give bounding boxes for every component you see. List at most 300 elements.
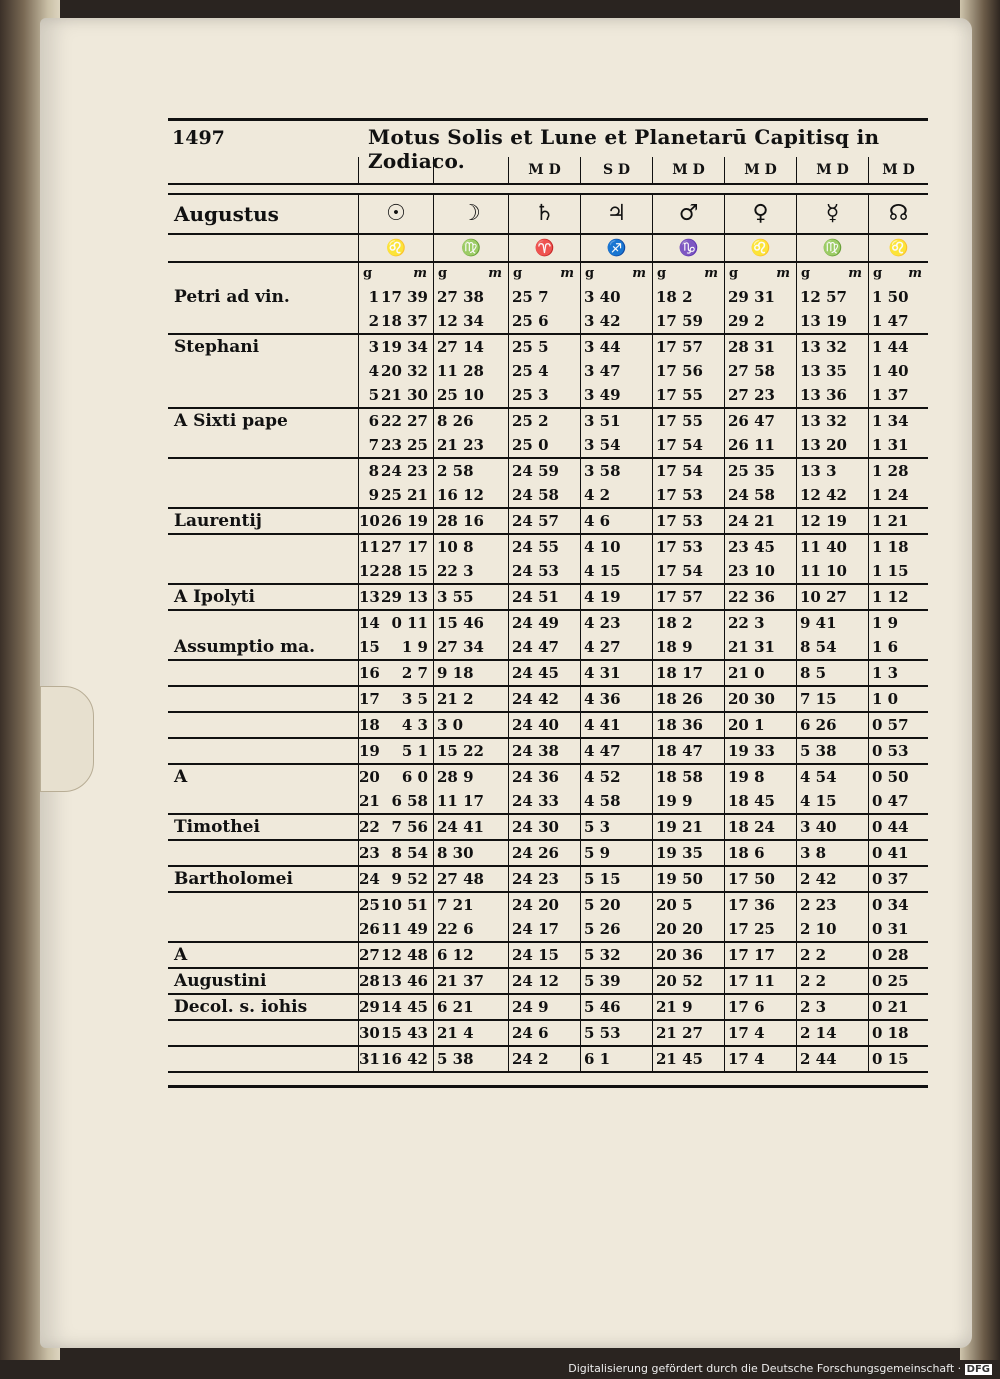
page-tab-marker — [40, 686, 94, 792]
minute-unit: m — [488, 266, 502, 281]
position-value: 7 15 — [800, 690, 837, 708]
position-value: 12 34 — [437, 312, 484, 330]
position-value: 29 31 — [728, 288, 775, 306]
position-cell — [652, 459, 724, 483]
position-cell — [580, 535, 652, 559]
day-number: 19 — [359, 742, 380, 760]
position-value: 13 46 — [381, 972, 428, 990]
position-value: 13 3 — [800, 462, 837, 480]
position-cell — [868, 789, 928, 813]
position-value: 2 2 — [800, 946, 827, 964]
position-value: 5 9 — [584, 844, 611, 862]
position-value: 23 45 — [728, 538, 775, 556]
position-cell — [796, 459, 868, 483]
position-value: 23 10 — [728, 562, 775, 580]
position-cell — [580, 433, 652, 457]
feast-name: A Sixti pape — [174, 411, 288, 431]
position-value: 28 9 — [437, 768, 474, 786]
position-cell — [580, 815, 652, 839]
position-value: 20 5 — [656, 896, 693, 914]
day-number: 21 — [359, 792, 380, 810]
position-cell — [724, 585, 796, 609]
position-cell — [868, 509, 928, 533]
position-value: 24 53 — [512, 562, 559, 580]
position-cell — [796, 635, 868, 659]
zodiac-sign-icon: ♈ — [508, 235, 580, 261]
position-value: 3 55 — [437, 588, 474, 606]
position-cell — [508, 867, 580, 891]
position-value: 0 28 — [872, 946, 909, 964]
position-cell — [652, 433, 724, 457]
position-cell — [580, 559, 652, 583]
footer-rule — [168, 1085, 928, 1088]
position-value: 1 9 — [872, 614, 899, 632]
position-cell — [508, 815, 580, 839]
position-value: 12 48 — [381, 946, 428, 964]
position-value: 17 11 — [728, 972, 775, 990]
table-row — [168, 765, 928, 789]
feast-name — [168, 433, 358, 457]
position-cell — [724, 635, 796, 659]
position-cell — [796, 893, 868, 917]
day-number: 24 — [359, 870, 380, 888]
position-value: 17 4 — [728, 1050, 765, 1068]
feast-name: Bartholomei — [174, 869, 293, 889]
position-cell — [358, 335, 433, 359]
position-cell — [433, 635, 508, 659]
position-value: 4 52 — [584, 768, 621, 786]
position-value: 17 54 — [656, 436, 703, 454]
day-number: 14 — [359, 614, 380, 632]
feast-name — [168, 1047, 358, 1071]
position-value: 24 23 — [381, 462, 428, 480]
position-value: 23 25 — [381, 436, 428, 454]
position-cell — [724, 1021, 796, 1045]
column-abbrev: M D — [652, 157, 724, 183]
position-value: 4 31 — [584, 664, 621, 682]
position-value: 22 3 — [728, 614, 765, 632]
position-value: 24 12 — [512, 972, 559, 990]
degree-unit: g — [585, 266, 595, 281]
day-number: 28 — [359, 972, 380, 990]
position-value: 20 36 — [656, 946, 703, 964]
position-value: 8 30 — [437, 844, 474, 862]
position-cell — [652, 765, 724, 789]
position-value: 4 15 — [800, 792, 837, 810]
position-cell — [433, 841, 508, 865]
position-cell — [724, 841, 796, 865]
position-cell — [868, 917, 928, 941]
position-cell — [724, 335, 796, 359]
position-value: 21 37 — [437, 972, 484, 990]
position-value: 25 21 — [381, 486, 428, 504]
position-value: 21 27 — [656, 1024, 703, 1042]
position-value: 4 27 — [584, 638, 621, 656]
position-cell — [796, 841, 868, 865]
position-cell — [796, 611, 868, 635]
position-value: 7 21 — [437, 896, 474, 914]
position-value: 0 44 — [872, 818, 909, 836]
unit-header — [796, 263, 868, 285]
day-number: 29 — [359, 998, 380, 1016]
position-cell — [433, 335, 508, 359]
position-cell — [652, 841, 724, 865]
position-cell — [580, 687, 652, 711]
table-row — [168, 335, 928, 359]
feast-name — [168, 459, 358, 483]
position-value: 0 18 — [872, 1024, 909, 1042]
column-abbrev: M D — [724, 157, 796, 183]
feast-name: Petri ad vin. — [174, 287, 290, 307]
unit-header — [724, 263, 796, 285]
position-cell — [358, 917, 433, 941]
position-cell — [358, 739, 433, 763]
position-value: 24 55 — [512, 538, 559, 556]
minute-unit: m — [776, 266, 790, 281]
position-value: 1 0 — [872, 690, 899, 708]
feast-name — [168, 611, 358, 635]
position-cell — [652, 995, 724, 1019]
position-cell — [580, 765, 652, 789]
position-cell — [652, 559, 724, 583]
position-cell — [508, 285, 580, 309]
position-value: 28 15 — [381, 562, 428, 580]
position-cell — [724, 509, 796, 533]
day-number: 9 — [368, 486, 379, 504]
position-cell — [652, 359, 724, 383]
position-value: 0 37 — [872, 870, 909, 888]
position-value: 11 40 — [800, 538, 847, 556]
position-value: 17 53 — [656, 512, 703, 530]
feast-name — [168, 841, 358, 865]
position-value: 21 30 — [381, 386, 428, 404]
position-value: 24 57 — [512, 512, 559, 530]
position-cell — [358, 943, 433, 967]
position-cell — [358, 509, 433, 533]
position-cell — [868, 535, 928, 559]
position-value: 1 34 — [872, 412, 909, 430]
position-cell — [508, 483, 580, 507]
position-value: 1 44 — [872, 338, 909, 356]
position-value: 17 25 — [728, 920, 775, 938]
position-cell — [652, 585, 724, 609]
position-cell — [580, 739, 652, 763]
position-cell — [358, 285, 433, 309]
position-value: 8 26 — [437, 412, 474, 430]
degree-unit: g — [657, 266, 667, 281]
position-cell — [433, 1021, 508, 1045]
position-value: 24 20 — [512, 896, 559, 914]
position-value: 24 40 — [512, 716, 559, 734]
position-value: 19 50 — [656, 870, 703, 888]
feast-name — [168, 1021, 358, 1045]
position-cell — [433, 893, 508, 917]
position-cell — [652, 687, 724, 711]
position-value: 5 1 — [401, 742, 428, 760]
position-cell — [796, 917, 868, 941]
position-value: 1 40 — [872, 362, 909, 380]
position-cell — [508, 969, 580, 993]
position-value: 18 24 — [728, 818, 775, 836]
position-cell — [796, 739, 868, 763]
table-row — [168, 893, 928, 917]
position-value: 9 41 — [800, 614, 837, 632]
position-value: 0 31 — [872, 920, 909, 938]
position-value: 28 31 — [728, 338, 775, 356]
position-value: 25 35 — [728, 462, 775, 480]
table-row — [168, 535, 928, 559]
unit-header — [652, 263, 724, 285]
position-value: 25 3 — [512, 386, 549, 404]
feast-name — [168, 535, 358, 559]
position-value: 24 49 — [512, 614, 559, 632]
position-cell — [868, 635, 928, 659]
position-cell — [796, 509, 868, 533]
position-cell — [508, 1047, 580, 1071]
position-value: 21 45 — [656, 1050, 703, 1068]
zodiac-sign-icon: ♌ — [868, 235, 928, 261]
position-value: 5 53 — [584, 1024, 621, 1042]
position-value: 4 6 — [584, 512, 611, 530]
feast-name — [168, 359, 358, 383]
position-cell — [508, 841, 580, 865]
position-cell — [868, 995, 928, 1019]
position-value: 4 36 — [584, 690, 621, 708]
position-cell — [508, 635, 580, 659]
position-value: 3 5 — [401, 690, 428, 708]
position-cell — [358, 433, 433, 457]
position-value: 5 38 — [437, 1050, 474, 1068]
position-cell — [868, 585, 928, 609]
position-value: 25 10 — [437, 386, 484, 404]
position-cell — [724, 969, 796, 993]
position-cell — [724, 687, 796, 711]
position-value: 24 6 — [512, 1024, 549, 1042]
position-cell — [580, 893, 652, 917]
position-cell — [796, 359, 868, 383]
position-cell — [796, 433, 868, 457]
position-value: 24 33 — [512, 792, 559, 810]
minute-unit: m — [413, 266, 427, 281]
position-value: 3 8 — [800, 844, 827, 862]
position-value: 2 2 — [800, 972, 827, 990]
position-cell — [580, 383, 652, 407]
position-cell — [358, 969, 433, 993]
position-value: 6 0 — [401, 768, 428, 786]
position-cell — [580, 841, 652, 865]
position-value: 25 0 — [512, 436, 549, 454]
position-value: 17 36 — [728, 896, 775, 914]
zodiac-sign-icon: ♍ — [796, 235, 868, 261]
position-value: 3 44 — [584, 338, 621, 356]
position-value: 24 9 — [512, 998, 549, 1016]
minute-unit: m — [908, 266, 922, 281]
planet-symbol-icon: ♃ — [580, 195, 652, 233]
position-value: 24 2 — [512, 1050, 549, 1068]
feast-name — [168, 739, 358, 763]
position-value: 11 10 — [800, 562, 847, 580]
table-row — [168, 815, 928, 841]
position-cell — [796, 815, 868, 839]
table-row — [168, 917, 928, 943]
position-cell — [652, 509, 724, 533]
position-value: 4 58 — [584, 792, 621, 810]
position-cell — [724, 285, 796, 309]
day-number: 25 — [359, 896, 380, 914]
position-value: 11 49 — [381, 920, 428, 938]
position-cell — [358, 867, 433, 891]
position-value: 17 59 — [656, 312, 703, 330]
position-cell — [796, 535, 868, 559]
position-cell — [796, 335, 868, 359]
table-row — [168, 359, 928, 383]
position-value: 1 47 — [872, 312, 909, 330]
position-value: 13 20 — [800, 436, 847, 454]
position-cell — [433, 483, 508, 507]
position-cell — [508, 893, 580, 917]
position-cell — [358, 893, 433, 917]
position-cell — [580, 309, 652, 333]
position-value: 19 9 — [656, 792, 693, 810]
position-cell — [508, 509, 580, 533]
position-cell — [868, 969, 928, 993]
position-value: 25 5 — [512, 338, 549, 356]
position-cell — [868, 1021, 928, 1045]
position-cell — [508, 739, 580, 763]
position-value: 19 34 — [381, 338, 428, 356]
day-number: 23 — [359, 844, 380, 862]
position-value: 0 41 — [872, 844, 909, 862]
position-value: 3 51 — [584, 412, 621, 430]
table-row — [168, 483, 928, 509]
position-value: 24 21 — [728, 512, 775, 530]
feast-name — [168, 917, 358, 941]
degree-unit: g — [801, 266, 811, 281]
position-value: 0 25 — [872, 972, 909, 990]
position-value: 17 55 — [656, 386, 703, 404]
day-number: 27 — [359, 946, 380, 964]
position-value: 0 47 — [872, 792, 909, 810]
position-cell — [580, 409, 652, 433]
position-value: 21 0 — [728, 664, 765, 682]
position-cell — [724, 1047, 796, 1071]
column-abbrev: M D — [868, 157, 928, 183]
position-cell — [724, 433, 796, 457]
month-label: Augustus — [174, 202, 279, 226]
position-cell — [724, 867, 796, 891]
position-cell — [433, 943, 508, 967]
position-value: 18 9 — [656, 638, 693, 656]
position-cell — [508, 359, 580, 383]
position-cell — [652, 661, 724, 685]
position-value: 18 47 — [656, 742, 703, 760]
position-value: 5 26 — [584, 920, 621, 938]
position-value: 11 28 — [437, 362, 484, 380]
position-value: 3 49 — [584, 386, 621, 404]
position-cell — [868, 309, 928, 333]
position-value: 18 2 — [656, 288, 693, 306]
degree-unit: g — [363, 266, 373, 281]
position-value: 16 12 — [437, 486, 484, 504]
zodiac-sign-icon: ♌ — [724, 235, 796, 261]
day-number: 18 — [359, 716, 380, 734]
position-cell — [580, 1047, 652, 1071]
feast-name: A — [174, 767, 188, 787]
position-value: 4 19 — [584, 588, 621, 606]
table-row — [168, 559, 928, 585]
position-value: 1 12 — [872, 588, 909, 606]
planet-symbol-icon: ☊ — [868, 195, 928, 233]
position-value: 11 17 — [437, 792, 484, 810]
position-value: 1 37 — [872, 386, 909, 404]
position-cell — [358, 1047, 433, 1071]
position-value: 24 45 — [512, 664, 559, 682]
position-cell — [652, 867, 724, 891]
unit-header — [508, 263, 580, 285]
position-cell — [433, 433, 508, 457]
position-cell — [868, 559, 928, 583]
position-cell — [724, 995, 796, 1019]
position-value: 15 46 — [437, 614, 484, 632]
position-value: 13 36 — [800, 386, 847, 404]
position-cell — [724, 893, 796, 917]
position-value: 13 32 — [800, 412, 847, 430]
position-cell — [358, 559, 433, 583]
feast-name — [168, 559, 358, 583]
table-row — [168, 635, 928, 661]
position-cell — [868, 483, 928, 507]
position-cell — [433, 917, 508, 941]
position-cell — [358, 309, 433, 333]
position-cell — [868, 611, 928, 635]
position-value: 0 34 — [872, 896, 909, 914]
position-cell — [580, 635, 652, 659]
position-cell — [433, 359, 508, 383]
position-cell — [508, 943, 580, 967]
position-cell — [433, 611, 508, 635]
position-value: 2 14 — [800, 1024, 837, 1042]
day-number: 30 — [359, 1024, 380, 1042]
unit-header — [580, 263, 652, 285]
position-value: 18 37 — [381, 312, 428, 330]
position-cell — [508, 383, 580, 407]
position-value: 6 58 — [391, 792, 428, 810]
position-cell — [433, 789, 508, 813]
position-value: 5 46 — [584, 998, 621, 1016]
position-value: 18 36 — [656, 716, 703, 734]
position-value: 17 17 — [728, 946, 775, 964]
position-value: 20 32 — [381, 362, 428, 380]
position-cell — [358, 661, 433, 685]
position-cell — [724, 535, 796, 559]
position-cell — [652, 611, 724, 635]
unit-header — [358, 263, 433, 285]
position-cell — [796, 789, 868, 813]
position-value: 5 32 — [584, 946, 621, 964]
position-cell — [796, 559, 868, 583]
position-value: 28 16 — [437, 512, 484, 530]
zodiac-sign-icon: ♐ — [580, 235, 652, 261]
table-row — [168, 841, 928, 867]
position-cell — [796, 1021, 868, 1045]
position-cell — [508, 687, 580, 711]
day-number: 1 — [368, 288, 379, 306]
position-cell — [724, 611, 796, 635]
position-value: 26 19 — [381, 512, 428, 530]
day-number: 4 — [368, 362, 379, 380]
position-value: 2 58 — [437, 462, 474, 480]
position-cell — [358, 815, 433, 839]
